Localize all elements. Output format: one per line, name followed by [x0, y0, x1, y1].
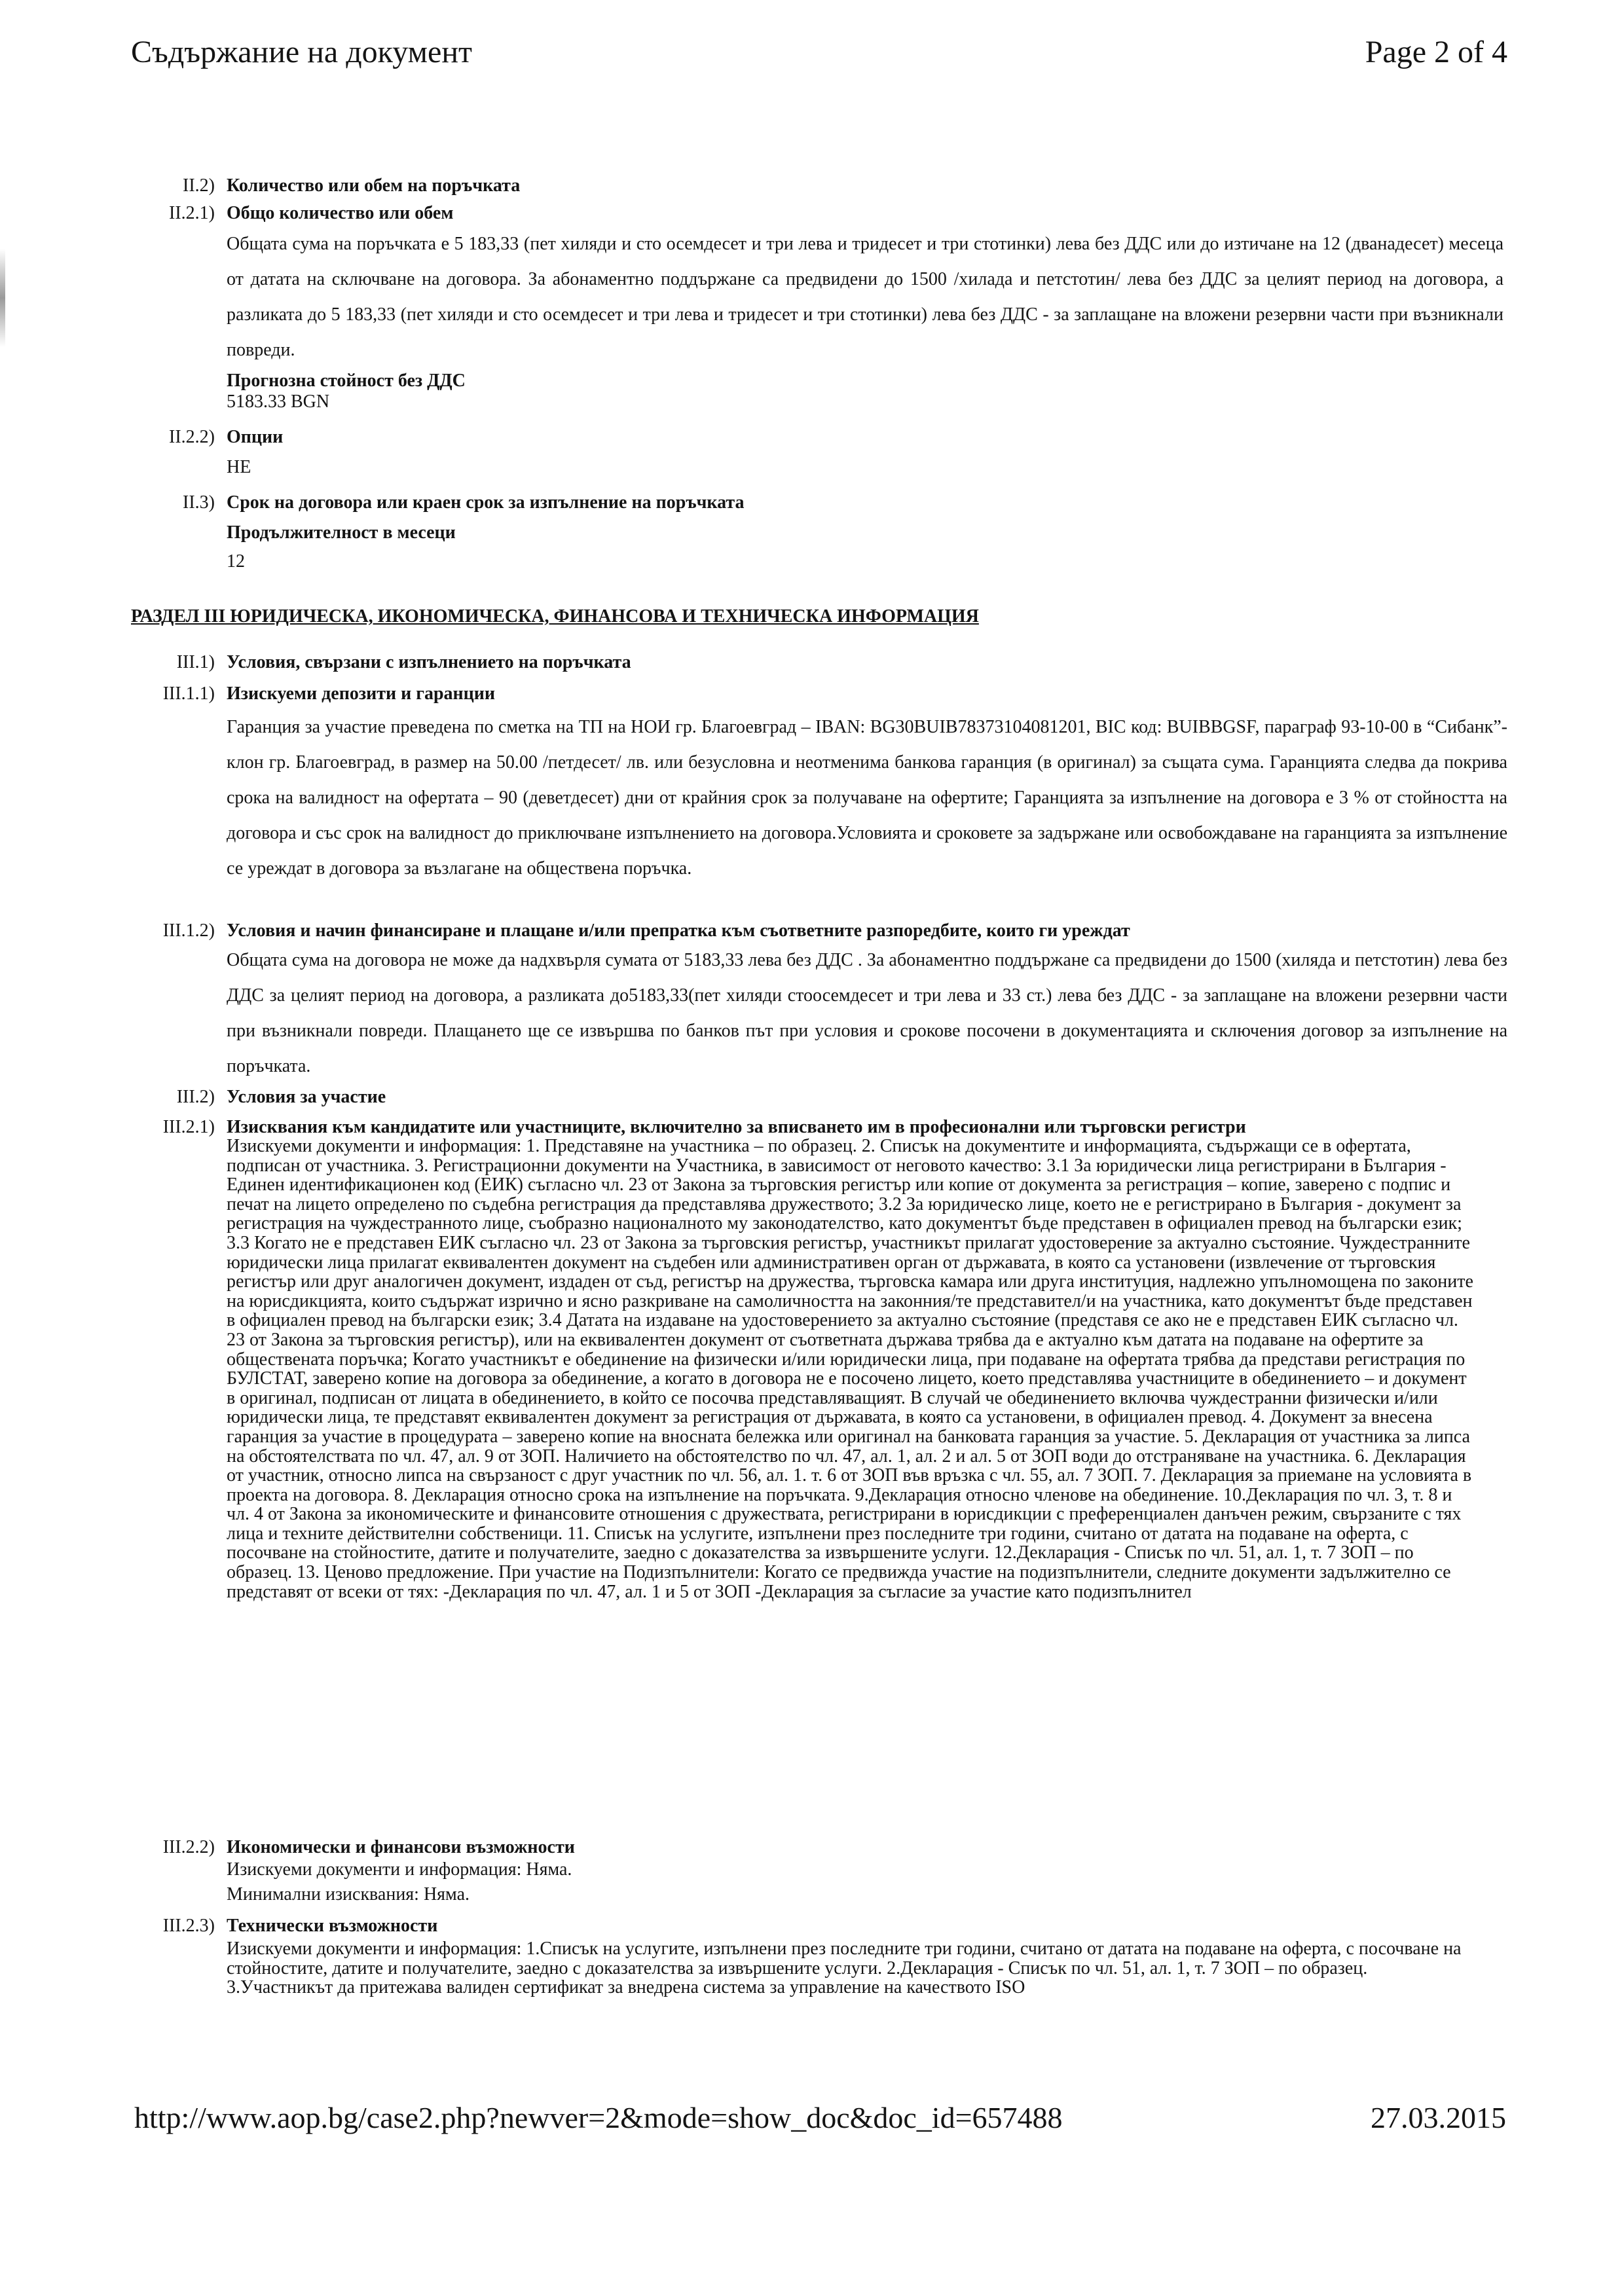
item-number: III.2.2) [162, 1837, 215, 1857]
duration-label: Продължителност в месеци [227, 522, 456, 543]
page-number: Page 2 of 4 [1365, 35, 1507, 69]
item-number: III.2) [176, 1087, 215, 1107]
options-value: НЕ [227, 457, 251, 477]
item-number: III.1) [176, 652, 215, 672]
item-heading: Изисквания към кандидатите или участниците, включително за вписването им в професионални или търговски регистри [227, 1117, 1246, 1137]
scan-edge-mark [0, 249, 5, 347]
item-number: II.2.2) [169, 427, 215, 447]
item-text: Изискуеми документи и информация: 1. Представяне на участника – по образец. 2. Списък на документите и информацията, съдържащи се в офертата, подписан от участника. 3. Регистрационни документи на Участника, в зависимост от неговото качество: 3.1 За юридически лица регистрирани в България - Единен идентификационен код (ЕИК) съгласно чл. 23 от Закона за търговския регистър или копие от документа за регистрация – копие, заверено с подпис и печат на лицето определено по съдебна регистрация да представлява дружеството; 3.2 За юридическо лице, което не е регистрирано в България - документ за регистрация на чуждестранното лице, съобразно националното му законодателство, като документът бъде представен в официален превод на български език; 3.3 Когато не е представен ЕИК съгласно чл. 23 от Закона за търговския регистър, участникът прилагат удостоверение за актуално състояние. Чуждестранните юридически лица прилагат еквивалентен документ на съдебен или административен орган от държавата, в която са установени (извлечение от търговския регистър или друг аналогичен документ, издаден от съд, регистър на дружества, търговска камара или друга институция, надлежно упълномощена по законите на юрисдикцията, които съдържат изрично и ясно разкриване на самоличността на законния/те представител/и на участника, като документът бъде представен в официален превод на български език; 3.4 Датата на издаване на удостоверението за актуално състояние (представя се ако не е представен ЕИК съгласно чл. 23 от Закона за търговския регистър), или на еквивалентен документ от съответната държава трябва да е актуално към датата на подаване на офертите за обществената поръчка; Когато участникът е обединение на физически и/или юридически лица, при подаване на офертата трябва да представи регистрация по БУЛСТАТ, заверено копие на договора за обединение, а когато в договора не е посочено лицето, което представлява участниците в обединението – и документ в оригинал, подписан от лицата в обединението, в който се посочва представляващият. В случай че обединението включва чуждестранни физически и/или юридически лица, те представят еквивалентен документ за регистрация от държавата, в която са установени, в официален превод. 4. Документ за внесена гаранция за участие в процедурата – заверено копие на вносната бележка или оригинал на банковата гаранция за участие. 5. Декларация от участника за липса на обстоятелствата по чл. 47, ал. 9 от ЗОП. Наличието на обстоятелство по чл. 47, ал. 1, ал. 2 и ал. 5 от ЗОП води до отстраняване на участника. 6. Декларация от участник, относно липса на свързаност с друг участник по чл. 56, ал. 1. т. 6 от ЗОП във връзка с чл. 55, ал. 7 ЗОП. 7. Декларация за приемане на условията в проекта на договора. 8. Декларация относно срока на изпълнение на поръчката. 9.Декларация относно членове на обединение. 10.Декларация по чл. 3, т. 8 и чл. 4 от Закона за икономическите и финансовите отношения с дружествата, регистрирани в юрисдикции с преференциален данъчен режим, свързаните с тях лица и техните действителни собственици. 11. Списък на услугите, изпълнени през последните три години, считано от датата на подаване на оферта, с посочване на стойностите, датите и получателите, заедно с доказателства за извършените услуги. 12.Декларация - Списък по чл. 51, ал. 1, т. 7 ЗОП – по образец. 13. Ценово предложение. При участие на Подизпълнители: Когато се предвижда участие на подизпълнители, следните документи задължително се представят от всеки от тях: -Декларация по чл. 47, ал. 1 и 5 от ЗОП -Декларация за съгласие за участие като подизпълнител [227, 1136, 1473, 1602]
item-heading: Икономически и финансови възможности [227, 1837, 575, 1857]
item-number: II.2.1) [169, 203, 215, 223]
item-heading: Условия, свързани с изпълнението на поръчката [227, 652, 631, 672]
item-heading: Срок на договора или краен срок за изпълнение на поръчката [227, 492, 745, 513]
item-heading: Условия за участие [227, 1087, 386, 1107]
item-heading: Общо количество или обем [227, 203, 454, 223]
page-footer-date: 27.03.2015 [1371, 2101, 1506, 2134]
item-text-line: Минимални изисквания: Няма. [227, 1884, 470, 1904]
item-number: III.2.3) [162, 1916, 215, 1936]
item-number: II.2) [183, 175, 215, 196]
item-heading: Технически възможности [227, 1916, 438, 1936]
item-number: III.1.1) [162, 683, 215, 704]
duration-value: 12 [227, 551, 245, 572]
page-footer-url: http://www.aop.bg/case2.php?newver=2&mode=show_doc&doc_id=657488 [134, 2101, 1063, 2134]
item-number: III.1.2) [162, 920, 215, 941]
page-header-title: Съдържание на документ [131, 35, 472, 69]
item-text: Гаранция за участие преведена по сметка на ТП на НОИ гр. Благоевград – IBAN: BG30BUIB78373104081201, BIC код: BUIBBGSF, параграф 93-10-00 в “Сибанк”- клон гр. Благоевград, в размер на 50.00 /петдесет/ лв. или безусловна и неотменима банкова гаранция (в оригинал) за същата сума. Гаранцията следва да покрива срока на валидност на офертата – 90 (деветдесет) дни от крайния срок за получаване на офертите; Гаранцията за изпълнение на договора е 3 % от стойността на договора и със срок на валидност до приключване изпълнението на договора.Условията и сроковете за задържане или освобождаване на гаранцията за изпълнение се уреждат в договора за възлагане на обществена поръчка. [227, 717, 1507, 879]
item-text: Изискуеми документи и информация: 1.Списък на услугите, изпълнени през последните три години, считано от датата на подаване на оферта, с посочване на стойностите, датите и получателите, заедно с доказателства за извършените услуги. 2.Декларация - Списък по чл. 51, ал. 1, т. 7 ЗОП – по образец. 3.Участникът да притежава валиден сертификат за внедрена система за управление на качеството ISO [227, 1939, 1462, 1998]
item-text: Общата сума на договора не може да надхвърля сумата от 5183,33 лева без ДДС . За абонаментно поддържане са предвидени до 1500 (хиляда и петстотин) лева без ДДС за целият период на договора, а разликата до5183,33(пет хиляди стоосемдесет и три лева и 33 ст.) лева без ДДС - за заплащане на вложени резервни части при възникнали повреди. Плащането ще се извършва по банков път при условия и срокове посочени в документацията и сключения договор за изпълнение на поръчката. [227, 950, 1507, 1076]
item-heading: Изискуеми депозити и гаранции [227, 683, 496, 704]
item-heading: Опции [227, 427, 284, 447]
estimated-value-label: Прогнозна стойност без ДДС [227, 371, 466, 391]
section-title: РАЗДЕЛ III ЮРИДИЧЕСКА, ИКОНОМИЧЕСКА, ФИНАНСОВА И ТЕХНИЧЕСКА ИНФОРМАЦИЯ [131, 606, 979, 627]
item-text: Общата сума на поръчката е 5 183,33 (пет хиляди и сто осемдесет и три лева и тридесет и три стотинки) лева без ДДС или до изтичане на 12 (дванадесет) месеца от датата на сключване на договора. За абонаментно поддържане са предвидени до 1500 /хилада и петстотин/ лева без ДДС за целият период на договора, а разликата до 5 183,33 (пет хиляди и сто осемдесет и три лева и тридесет и три стотинки) лева без ДДС - за заплащане на вложени резервни части при възникнали повреди. [227, 234, 1504, 360]
item-number: III.2.1) [162, 1117, 215, 1137]
item-heading: Условия и начин финансиране и плащане и/или препратка към съответните разпоредбите, които ги уреждат [227, 920, 1130, 941]
item-text-line: Изискуеми документи и информация: Няма. [227, 1859, 572, 1880]
item-heading: Количество или обем на поръчката [227, 175, 521, 196]
item-number: II.3) [183, 492, 215, 513]
estimated-value: 5183.33 BGN [227, 392, 330, 412]
